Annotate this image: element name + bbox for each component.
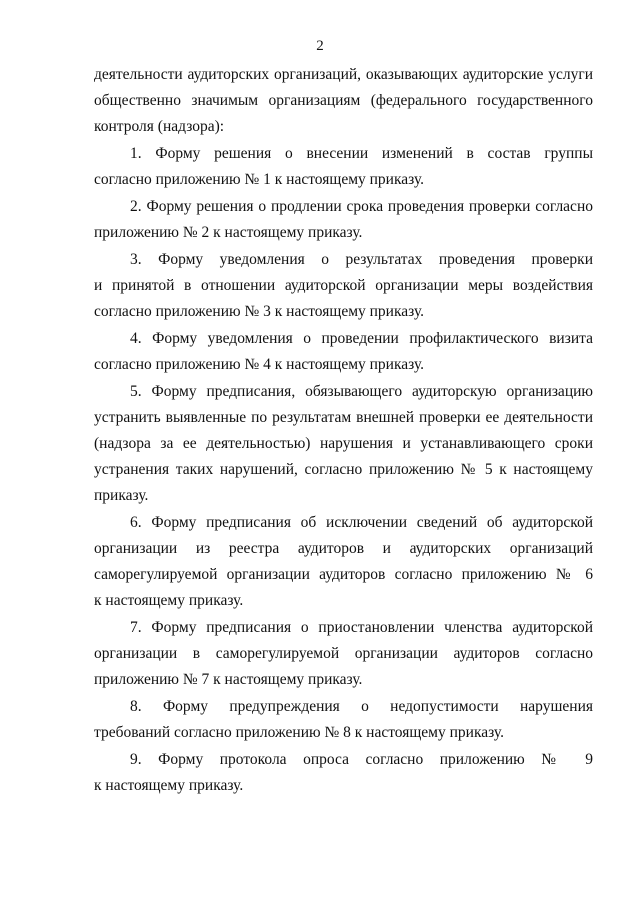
list-item-1-line: 1. Форму решения о внесении изменений в состав группы bbox=[130, 145, 593, 162]
document-body bbox=[94, 62, 593, 799]
list-item-4-line: согласно приложению № 4 к настоящему приказу. bbox=[94, 356, 425, 373]
page-number: 2 bbox=[316, 38, 324, 54]
list-item-4-line: 4. Форму уведомления о проведении профилактического визита bbox=[130, 330, 593, 347]
list-item-6-line: 6. Форму предписания об исключении сведений об аудиторской bbox=[130, 514, 593, 531]
list-item-8-line: требований согласно приложению № 8 к настоящему приказу. bbox=[94, 724, 505, 741]
list-item-9-line: 9. Форму протокола опроса согласно приложению № 9 bbox=[130, 751, 593, 768]
list-item-9-line: к настоящему приказу. bbox=[94, 777, 244, 794]
list-item-5-line: устранения таких нарушений, согласно приложению № 5 к настоящему bbox=[94, 461, 593, 478]
list-item-3-line: и принятой в отношении аудиторской организации меры воздействия bbox=[94, 277, 593, 294]
text-line: общественно значимым организациям (федерального государственного bbox=[94, 92, 593, 109]
list-item-3-line: согласно приложению № 3 к настоящему приказу. bbox=[94, 303, 425, 320]
list-item-5-line: приказу. bbox=[94, 487, 149, 504]
list-item-5-line: 5. Форму предписания, обязывающего аудиторскую организацию bbox=[130, 383, 593, 400]
list-item-7-line: организации в саморегулируемой организации аудиторов согласно bbox=[94, 645, 593, 662]
list-item-5-line: устранить выявленные по результатам внешней проверки ее деятельности bbox=[94, 409, 593, 426]
list-item-7-line: приложению № 7 к настоящему приказу. bbox=[94, 671, 363, 688]
list-item-7-line: 7. Форму предписания о приостановлении членства аудиторской bbox=[130, 619, 593, 636]
list-item-2-line: 2. Форму решения о продлении срока проведения проверки согласно bbox=[130, 198, 593, 215]
list-item-5-line: (надзора за ее деятельностью) нарушения и устанавливающего сроки bbox=[94, 435, 593, 452]
list-item-8-line: 8. Форму предупреждения о недопустимости нарушения bbox=[130, 698, 593, 715]
list-item-6-line: саморегулируемой организации аудиторов согласно приложению № 6 bbox=[94, 566, 593, 583]
list-item-2-line: приложению № 2 к настоящему приказу. bbox=[94, 224, 363, 241]
list-item-6-line: организации из реестра аудиторов и аудиторских организаций bbox=[94, 540, 593, 557]
list-item-1-line: согласно приложению № 1 к настоящему приказу. bbox=[94, 171, 425, 188]
text-line: деятельности аудиторских организаций, оказывающих аудиторские услуги bbox=[94, 66, 593, 83]
list-item-3-line: 3. Форму уведомления о результатах проведения проверки bbox=[130, 251, 593, 268]
list-item-6-line: к настоящему приказу. bbox=[94, 592, 244, 609]
text-line: контроля (надзора): bbox=[94, 118, 225, 135]
